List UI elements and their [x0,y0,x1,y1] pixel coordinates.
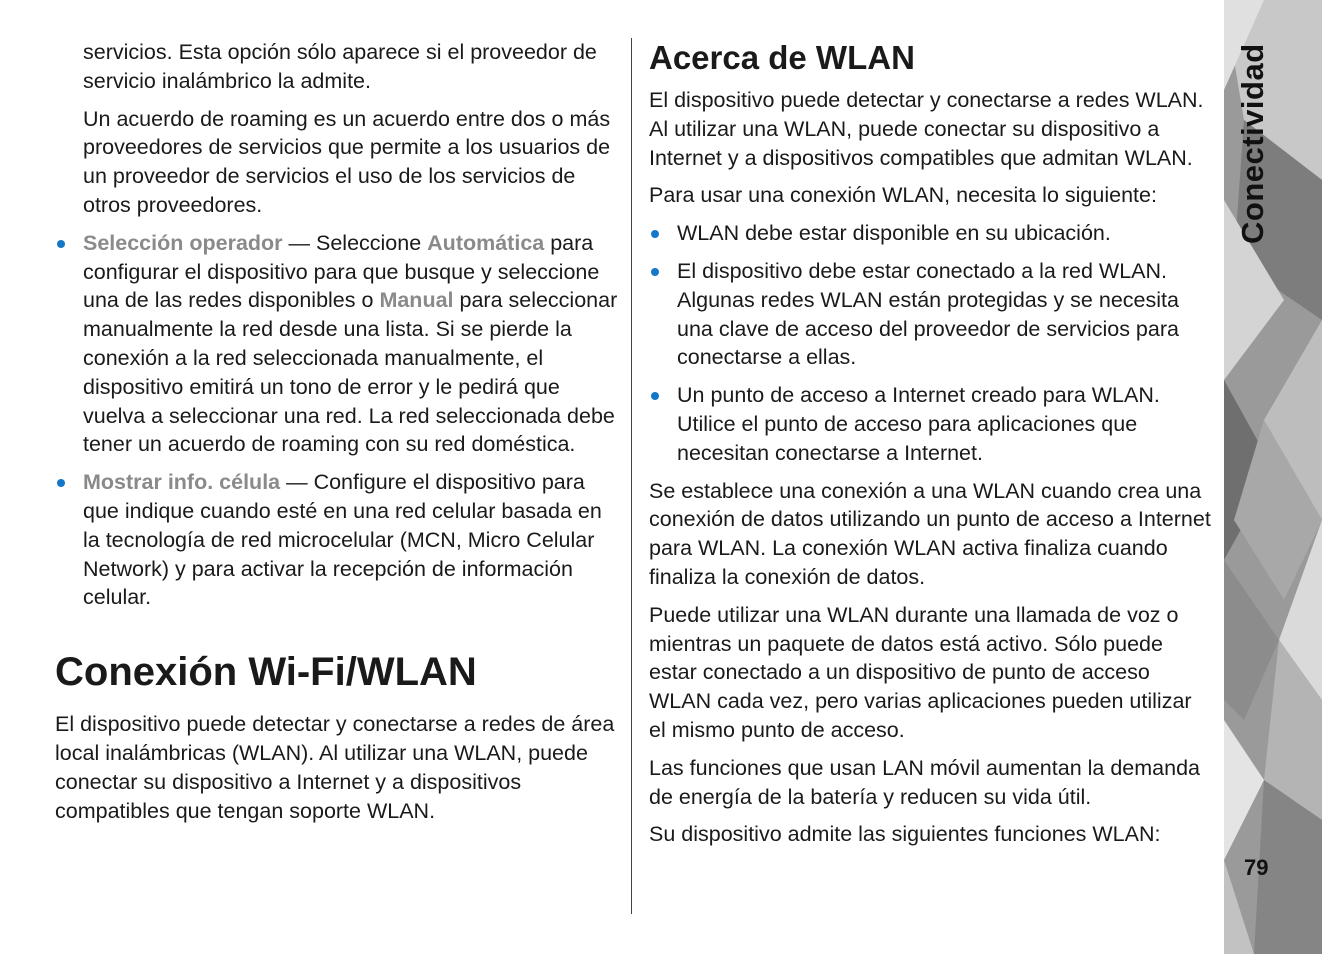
paragraph-wifi-intro: El dispositivo puede detectar y conectarse a redes de área local inalámbricas (WLAN). Al utilizar una WLAN, puede conectar su dispositivo a Internet y a dispositivos compatibles que tengan soporte WLAN. [55,712,615,823]
bullet-dot-icon [57,240,65,248]
bullet-requirement: WLAN debe estar disponible en su ubicación. [649,219,1211,248]
bullet-requirement: El dispositivo debe estar conectado a la red WLAN. Algunas redes WLAN están protegidas y se necesita una clave de acceso del proveedor de servicios para conectarse a ellas. [649,257,1211,372]
bullet-dot-icon [651,230,659,238]
section-heading-about-wlan: Acerca de WLAN [649,39,915,76]
option-automatic: Automática [427,230,545,255]
bullet-dot-icon [651,268,659,276]
paragraph-wlan-intro: El dispositivo puede detectar y conectarse a redes WLAN. Al utilizar una WLAN, puede conectar su dispositivo a Internet y a dispositivos compatibles que admitan WLAN. [649,88,1204,170]
paragraph-wlan-battery: Las funciones que usan LAN móvil aumentan la demanda de energía de la batería y reducen su vida útil. [649,755,1200,809]
sidebar-title: Conectividad [1235,43,1270,244]
bullet-dot-icon [57,479,65,487]
paragraph-wlan-requirements: Para usar una conexión WLAN, necesita lo siguiente: [649,183,1157,208]
bullet-dot-icon [651,392,659,400]
paragraph-wlan-connection: Se establece una conexión a una WLAN cuando crea una conexión de datos utilizando un punto de acceso a Internet para WLAN. La conexión WLAN activa finaliza cuando finaliza la conexión de datos. [649,478,1211,589]
paragraph-roaming-support: servicios. Esta opción sólo aparece si el proveedor de servicio inalámbrico la admite. [83,40,597,93]
paragraph-roaming-definition: Un acuerdo de roaming es un acuerdo entre dos o más proveedores de servicios que permite a los usuarios de un proveedor de servicios el uso de los servicios de otros proveedores. [83,106,611,217]
bullet-requirement: Un punto de acceso a Internet creado para WLAN. Utilice el punto de acceso para aplicaciones que necesitan conectarse a Internet. [649,381,1211,467]
bullet-operator-selection: Selección operador — Seleccione Automática para configurar el dispositivo para que busque y seleccione una de las redes disponibles o Manual para seleccionar manualmente la red desde una lista. Si se pierde la conexión a la red seleccionada manualmente, el dispositivo emitirá un tono de error y le pedirá que vuelva a seleccionar una red. La red seleccionada debe tener un acuerdo de roaming con su red doméstica. [55,229,620,459]
section-heading-wifi: Conexión Wi-Fi/WLAN [55,650,477,695]
bullet-cell-info: Mostrar info. célula — Configure el dispositivo para que indique cuando esté en una red celular basada en la tecnología de red microcelular (MCN, Micro Celular Network) y para activar la recepción de información celular. [55,468,620,612]
option-operator-selection: Selección operador [83,230,283,255]
right-column [649,38,1211,858]
paragraph-wlan-features: Su dispositivo admite las siguientes funciones WLAN: [649,822,1161,847]
page-number: 79 [1244,855,1269,880]
paragraph-wlan-during-call: Puede utilizar una WLAN durante una llamada de voz o mientras un paquete de datos está activo. Sólo puede estar conectado a un dispositivo de punto de acceso WLAN cada vez, pero varias aplicaciones pueden utilizar el mismo punto de acceso. [649,602,1192,742]
left-column [55,38,620,834]
option-cell-info: Mostrar info. célula [83,470,281,495]
option-manual: Manual [379,288,454,313]
column-divider [631,38,632,914]
